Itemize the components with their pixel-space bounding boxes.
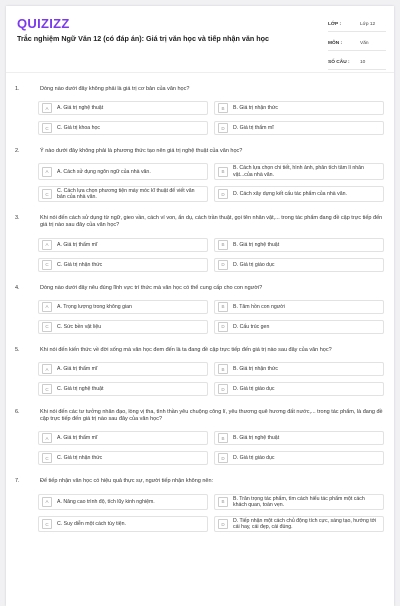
answer-option-d[interactable] bbox=[214, 258, 384, 272]
option-letter-box: D bbox=[218, 519, 228, 529]
option-text: D. Giá trị giáo dục bbox=[233, 455, 275, 462]
option-letter-box: C bbox=[42, 189, 52, 199]
answer-option-c[interactable] bbox=[38, 451, 208, 465]
question-text: Khi nói đến cách sử dụng từ ngữ, gieo vần, cách ví von, ẩn dụ, cách trần thuật, gọi tên nhân vật,... trong tác phẩm đang đề cập trực tiếp đến giá trị nào sau đây của văn học? bbox=[40, 215, 383, 229]
option-text: B. Trân trọng tác phẩm, tìm cách hiểu tác phẩm một cách khách quan, toàn vẹn. bbox=[233, 495, 365, 508]
question-text: Dòng nào dưới đây nêu đúng lĩnh vực trí thức mà văn học có thể cung cấp cho con người? bbox=[40, 284, 263, 291]
question-number: 4. bbox=[15, 284, 20, 291]
option-letter-box: C bbox=[42, 519, 52, 529]
option-letter-box: D bbox=[218, 453, 228, 463]
question-text: Khi nói đến kiến thức về đời sống mà văn học đem đến là ta đang đề cập trực tiếp đến giá trị nào sau đây của văn học? bbox=[40, 346, 332, 353]
option-text: A. Cách sử dụng ngôn ngữ của nhà văn. bbox=[57, 168, 151, 175]
question-block bbox=[6, 86, 394, 135]
option-letter-box: C bbox=[42, 260, 52, 270]
option-letter-box: A bbox=[42, 433, 52, 443]
option-letter-box: A bbox=[42, 302, 52, 312]
option-text: B. Giá trị nhận thức bbox=[233, 365, 278, 372]
option-letter-box: A bbox=[42, 364, 52, 374]
option-text: B. Tâm hồn con người bbox=[233, 303, 285, 310]
question-list bbox=[6, 86, 394, 532]
question-number: 5. bbox=[15, 346, 20, 353]
option-text: C. Cách lựa chọn phương tiện máy móc kĩ thuật để viết văn bản của nhà văn. bbox=[57, 187, 195, 201]
option-text: D. Tiếp nhận một cách chủ động tích cực, sáng tạo, hướng tới cái hay, cái đẹp, cái đúng. bbox=[233, 518, 377, 531]
answer-option-c[interactable] bbox=[38, 320, 208, 334]
option-letter-box: D bbox=[218, 384, 228, 394]
option-text: A. Nâng cao trình độ, tích lũy kinh nghiệm. bbox=[57, 498, 155, 505]
answer-option-d[interactable] bbox=[214, 121, 384, 135]
answer-option-a[interactable] bbox=[38, 362, 208, 376]
option-text: A. Giá trị nghệ thuật bbox=[57, 105, 104, 112]
option-text: D. Cách xây dựng kết cấu tác phẩm của nhà văn. bbox=[233, 190, 347, 197]
answer-option-d[interactable] bbox=[214, 382, 384, 396]
answer-options bbox=[38, 494, 384, 533]
option-letter-box: B bbox=[218, 433, 228, 443]
meta-row-subject bbox=[328, 36, 386, 51]
meta-label: SỐ CÂU : bbox=[328, 59, 350, 65]
answer-option-a[interactable] bbox=[38, 238, 208, 252]
option-letter-box: B bbox=[218, 240, 228, 250]
option-letter-box: B bbox=[218, 497, 228, 507]
answer-options bbox=[38, 362, 384, 396]
answer-option-c[interactable] bbox=[38, 258, 208, 272]
meta-row-question-count bbox=[328, 55, 386, 70]
meta-row-grade bbox=[328, 17, 386, 32]
answer-option-d[interactable] bbox=[214, 451, 384, 465]
meta-value: Văn bbox=[360, 40, 369, 46]
answer-option-b[interactable] bbox=[214, 163, 384, 179]
answer-option-b[interactable] bbox=[214, 362, 384, 376]
answer-options bbox=[38, 431, 384, 465]
answer-option-a[interactable] bbox=[38, 101, 208, 115]
option-text: B. Giá trị nghệ thuật bbox=[233, 241, 280, 248]
answer-option-c[interactable] bbox=[38, 121, 208, 135]
option-text: D. Giá trị giáo dục bbox=[233, 385, 275, 392]
option-letter-box: A bbox=[42, 497, 52, 507]
option-letter-box: D bbox=[218, 260, 228, 270]
answer-option-b[interactable] bbox=[214, 238, 384, 252]
answer-option-b[interactable] bbox=[214, 300, 384, 314]
question-text: Ý nào dưới đây không phải là phương thức tạo nên giá trị nghệ thuật của văn học? bbox=[40, 148, 243, 155]
option-text: D. Giá trị giáo dục bbox=[233, 261, 275, 268]
option-text: C. Sức bền vật liệu bbox=[57, 323, 102, 330]
option-text: D. Giá trị thẩm mĩ bbox=[233, 125, 274, 132]
answer-options bbox=[38, 238, 384, 272]
answer-option-b[interactable] bbox=[214, 431, 384, 445]
option-text: C. Giá trị nhận thức bbox=[57, 455, 103, 462]
answer-option-b[interactable] bbox=[214, 101, 384, 115]
option-letter-box: A bbox=[42, 240, 52, 250]
answer-options bbox=[38, 163, 384, 202]
option-text: B. Giá trị nhận thức bbox=[233, 105, 278, 112]
question-block bbox=[6, 409, 394, 465]
worksheet-header bbox=[6, 6, 394, 73]
question-number: 6. bbox=[15, 409, 20, 416]
answer-option-c[interactable] bbox=[38, 186, 208, 202]
question-block bbox=[6, 215, 394, 271]
meta-value: Lớp 12 bbox=[360, 21, 376, 27]
answer-option-d[interactable] bbox=[214, 186, 384, 202]
question-block bbox=[6, 478, 394, 532]
question-number: 3. bbox=[15, 215, 20, 222]
option-text: A. Giá trị thẩm mĩ bbox=[57, 365, 98, 372]
option-text: A. Giá trị thẩm mĩ bbox=[57, 241, 98, 248]
worksheet-title: Trắc nghiệm Ngữ Văn 12 (có đáp án): Giá trị văn học và tiếp nhận văn học bbox=[17, 34, 270, 43]
question-block bbox=[6, 285, 394, 334]
option-letter-box: D bbox=[218, 322, 228, 332]
question-block bbox=[6, 148, 394, 202]
question-text: Để tiếp nhận văn học có hiệu quả thực sự, người tiếp nhận không nên: bbox=[40, 478, 214, 485]
option-text: A. Giá trị thẩm mĩ bbox=[57, 435, 98, 442]
option-text: C. Giá trị khoa học bbox=[57, 125, 100, 132]
option-text: C. Giá trị nghệ thuật bbox=[57, 385, 104, 392]
answer-option-d[interactable] bbox=[214, 320, 384, 334]
answer-options bbox=[38, 300, 384, 334]
meta-label: MÔN : bbox=[328, 40, 343, 46]
question-number: 1. bbox=[15, 86, 20, 92]
option-letter-box: C bbox=[42, 123, 52, 133]
option-letter-box: C bbox=[42, 322, 52, 332]
meta-label: LỚP : bbox=[328, 21, 342, 27]
option-text: C. Giá trị nhận thức bbox=[57, 261, 103, 268]
option-text: B. Giá trị nghệ thuật bbox=[233, 435, 280, 442]
option-letter-box: D bbox=[218, 189, 228, 199]
worksheet-meta bbox=[328, 17, 386, 74]
option-text: A. Trọng lượng trong không gian bbox=[57, 303, 132, 310]
option-text: C. Suy diễn một cách tùy tiện. bbox=[57, 521, 126, 528]
answer-option-a[interactable] bbox=[38, 494, 208, 510]
option-text: D. Cấu trúc gen bbox=[233, 323, 270, 330]
question-text: Dòng nào dưới đây không phải là giá trị cơ bản của văn học? bbox=[40, 86, 190, 92]
quizizz-logo: QUIZIZZ bbox=[17, 16, 70, 31]
question-text: Khi nói đến các tư tưởng nhân đạo, lòng vị tha, tình thần yêu chuộng công lí, yêu thương quê hương đất nước,... trong tác phẩm, là đang đề cập trực tiếp đến giá trị nào sau đây của văn học? bbox=[40, 409, 383, 423]
answer-option-a[interactable] bbox=[38, 163, 208, 179]
answer-option-a[interactable] bbox=[38, 431, 208, 445]
option-letter-box: B bbox=[218, 103, 228, 113]
option-letter-box: D bbox=[218, 123, 228, 133]
question-number: 7. bbox=[15, 478, 20, 485]
answer-option-d[interactable] bbox=[214, 516, 384, 532]
question-block bbox=[6, 347, 394, 396]
answer-option-a[interactable] bbox=[38, 300, 208, 314]
meta-value: 10 bbox=[360, 59, 366, 65]
worksheet-page bbox=[6, 6, 394, 606]
option-letter-box: C bbox=[42, 384, 52, 394]
option-letter-box: B bbox=[218, 302, 228, 312]
answer-option-c[interactable] bbox=[38, 382, 208, 396]
option-letter-box: C bbox=[42, 453, 52, 463]
question-number: 2. bbox=[15, 148, 20, 155]
option-letter-box: A bbox=[42, 103, 52, 113]
answer-option-c[interactable] bbox=[38, 516, 208, 532]
answer-option-b[interactable] bbox=[214, 494, 384, 510]
answer-options bbox=[38, 101, 384, 135]
option-letter-box: B bbox=[218, 167, 228, 177]
option-letter-box: A bbox=[42, 167, 52, 177]
option-letter-box: B bbox=[218, 364, 228, 374]
option-text: B. Cách lựa chọn chi tiết, hình ảnh, phân tích tâm lí nhân vật...của nhà văn. bbox=[233, 165, 364, 178]
